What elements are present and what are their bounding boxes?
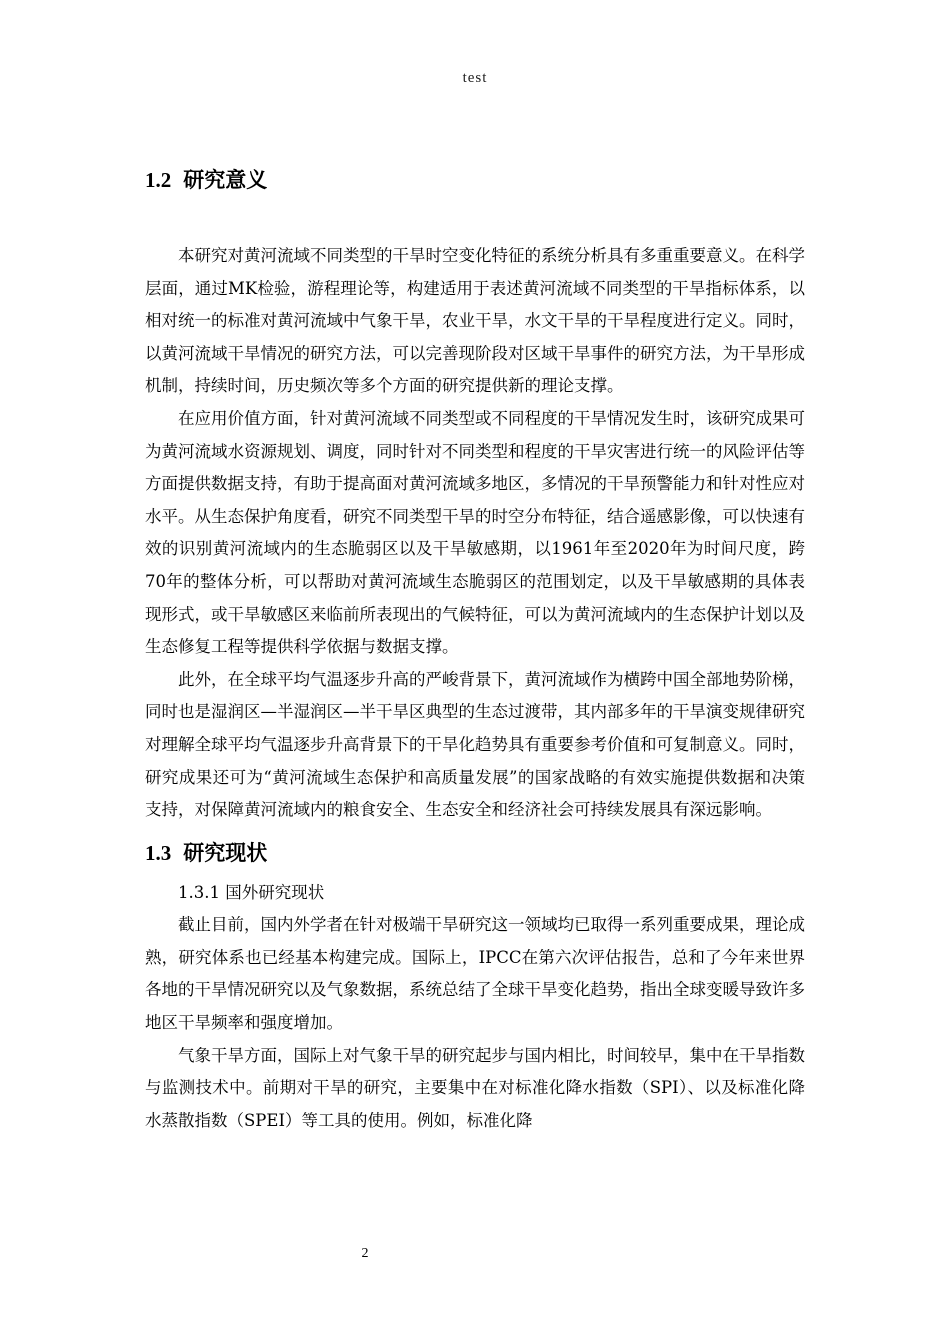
section-heading-1-2: [145, 160, 805, 200]
paragraph: 截止目前，国内外学者在针对极端干旱研究这一领域均已取得一系列重要成果，理论成熟，研究体系也已经基本构建完成。国际上，IPCC在第六次评估报告，总和了今年来世界各地的干旱情况研究以及气象数据，系统总结了全球干旱变化趋势，指出全球变暖导致许多地区干旱频率和强度增加。: [145, 915, 805, 1033]
subsection-heading: 1.3.1 国外研究现状: [178, 882, 325, 902]
section-title: 研究意义: [183, 168, 268, 192]
section-title: 研究现状: [183, 840, 268, 865]
document-body: [145, 160, 805, 1137]
paragraph: 本研究对黄河流域不同类型的干旱时空变化特征的系统分析具有多重重要意义。在科学层面，通过MK检验，游程理论等，构建适用于表述黄河流域不同类型的干旱指标体系，以相对统一的标准对黄河流域中气象干旱，农业干旱，水文干旱的干旱程度进行定义。同时，以黄河流域干旱情况的研究方法，可以完善现阶段对区域干旱事件的研究方法，为干旱形成机制，持续时间，历史频次等多个方面的研究提供新的理论支撑。: [145, 246, 805, 396]
section-heading-1-3: [145, 833, 805, 873]
paragraph: 气象干旱方面，国际上对气象干旱的研究起步与国内相比，时间较早，集中在干旱指数与监测技术中。前期对干旱的研究，主要集中在对标准化降水指数（SPI）、以及标准化降水蒸散指数（SPEI）等工具的使用。例如，标准化降: [145, 1045, 805, 1130]
paragraph: 此外，在全球平均气温逐步升高的严峻背景下，黄河流域作为横跨中国全部地势阶梯，同时也是湿润区—半湿润区—半干旱区典型的生态过渡带，其内部多年的干旱演变规律研究对理解全球平均气温逐步升高背景下的干旱化趋势具有重要参考价值和可复制意义。同时，研究成果还可为“黄河流域生态保护和高质量发展”的国家战略的有效实施提供数据和决策支持，对保障黄河流域内的粮食安全、生态安全和经济社会可持续发展具有深远影响。: [145, 669, 805, 820]
section-number: 1.2: [145, 168, 172, 192]
page-number: 2: [361, 1246, 369, 1261]
page-header: test: [462, 70, 488, 86]
paragraph: 在应用价值方面，针对黄河流域不同类型或不同程度的干旱情况发生时，该研究成果可为黄河流域水资源规划、调度，同时针对不同类型和程度的干旱灾害进行统一的风险评估等方面提供数据支持，有助于提高面对黄河流域多地区，多情况的干旱预警能力和针对性应对水平。从生态保护角度看，研究不同类型干旱的时空分布特征，结合遥感影像，可以快速有效的识别黄河流域内的生态脆弱区以及干旱敏感期，以1961年至2020年为时间尺度，跨70年的整体分析，可以帮助对黄河流域生态脆弱区的范围划定，以及干旱敏感期的具体表现形式，或干旱敏感区来临前所表现出的气候特征，可以为黄河流域内的生态保护计划以及生态修复工程等提供科学依据与数据支撑。: [145, 408, 805, 657]
section-number: 1.3: [145, 840, 172, 865]
